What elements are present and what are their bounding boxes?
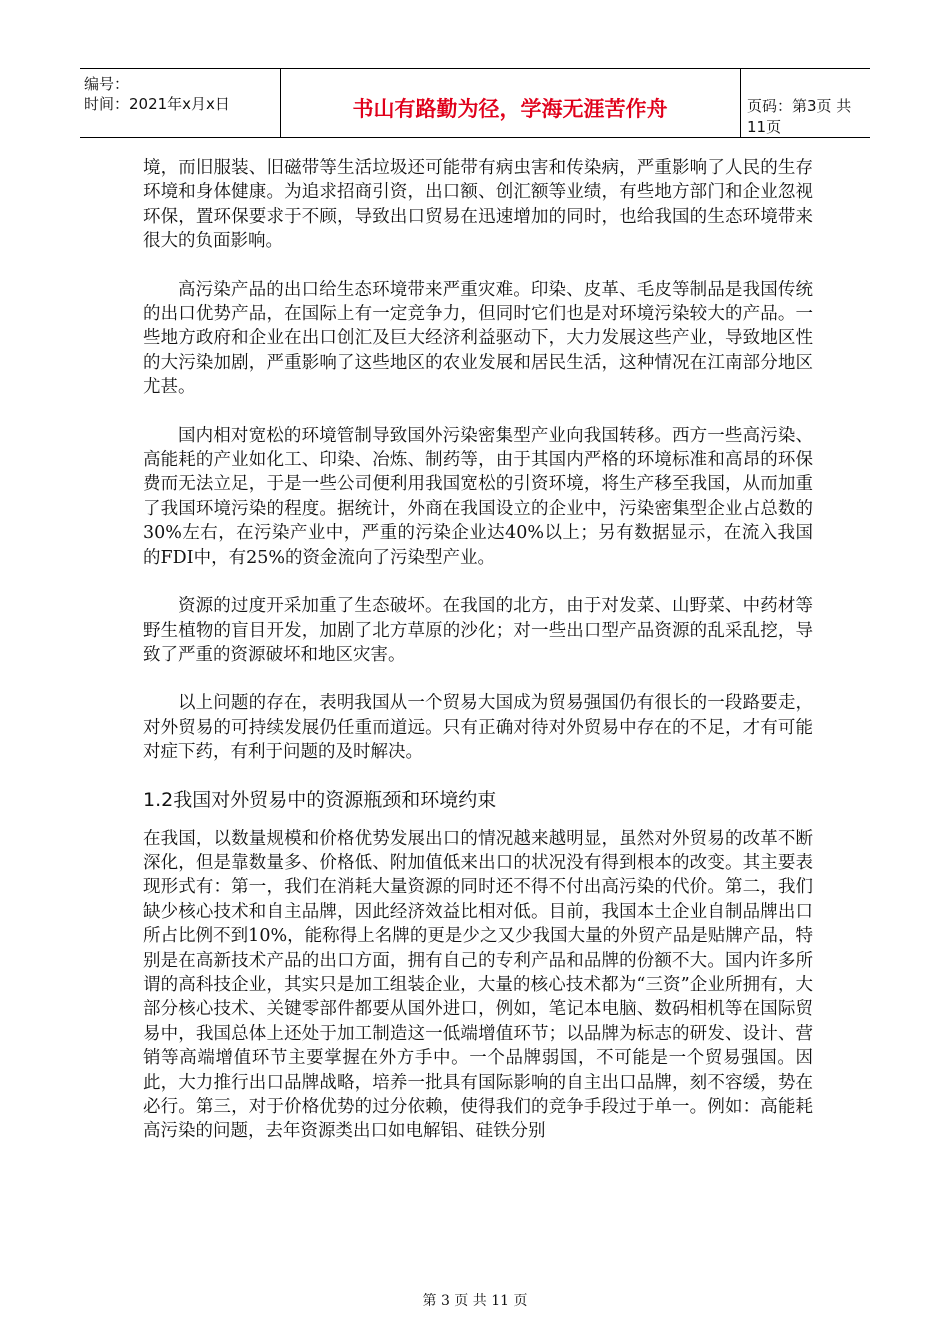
header-meta-cell (80, 69, 281, 137)
paragraph: 境，而旧服装、旧磁带等生活垃圾还可能带有病虫害和传染病，严重影响了人民的生存环境和身体健康。为追求招商引资，出口额、创汇额等业绩，有些地方部门和企业忽视环保，置环保要求于不顾，导致出口贸易在迅速增加的同时，也给我国的生态环境带来很大的负面影响。 (143, 158, 813, 252)
number-label: 编号： (84, 75, 130, 93)
paragraph: 国内相对宽松的环境管制导致国外污染密集型产业向我国转移。西方一些高污染、高能耗的产业如化工、印染、冶炼、制药等，由于其国内严格的环境标准和高昂的环保费而无法立足，于是一些公司便利用我国宽松的引资环境，将生产移至我国，从而加重了我国环境污染的程度。据统计，外商在我国设立的企业中，污染密集型企业占总数的30%左右，在污染产业中，严重的污染企业达40%以上；另有数据显示，在流入我国的FDI中，有25%的资金流向了污染型产业。 (143, 425, 813, 568)
time-label: 时间：2021年x月x日 (84, 95, 230, 113)
section-heading: 1.2我国对外贸易中的资源瓶颈和环境约束 (143, 788, 497, 811)
paragraph: 以上问题的存在，表明我国从一个贸易大国成为贸易强国仍有很长的一段路要走，对外贸易的可持续发展仍任重而道远。只有正确对待对外贸易中存在的不足，才有可能对症下药，有利于问题的及时解决。 (143, 693, 813, 763)
header-page-cell (741, 69, 870, 137)
section-paragraph: 在我国，以数量规模和价格优势发展出口的情况越来越明显，虽然对外贸易的改革不断深化，但是靠数量多、价格低、附加值低来出口的状况没有得到根本的改变。其主要表现形式有：第一，我们在消耗大量资源的同时还不得不付出高污染的代价。第二，我们缺少核心技术和自主品牌，因此经济效益比相对低。目前，我国本土企业自制品牌出口所占比例不到10%，能称得上名牌的更是少之又少我国大量的外贸产品是贴牌产品，特别是在高新技术产品的出口方面，拥有自己的专利产品和品牌的份额不大。国内许多所谓的高科技企业，其实只是加工组装企业，大量的核心技术都为“三资”企业所拥有，大部分核心技术、关键零部件都要从国外进口，例如，笔记本电脑、数码相机等在国际贸易中，我国总体上还处于加工制造这一低端增值环节；以品牌为标志的研发、设计、营销等高端增值环节主要掌握在外方手中。一个品牌弱国，不可能是一个贸易强国。因此，大力推行出口品牌战略，培养一批具有国际影响的自主出口品牌，刻不容缓，势在必行。第三，对于价格优势的过分依赖，使得我们的竞争手段过于单一。例如：高能耗高污染的问题，去年资源类出口如电解铝、硅铁分别 (143, 828, 813, 1142)
page-header (80, 68, 870, 138)
page-label: 页码：第3页 共11页 (747, 97, 852, 136)
paragraph: 高污染产品的出口给生态环境带来严重灾难。印染、皮革、毛皮等制品是我国传统的出口优势产品，在国际上有一定竞争力，但同时它们也是对环境污染较大的产品。一些地方政府和企业在出口创汇及巨大经济利益驱动下，大力发展这些产业，导致地区性的大污染加剧，严重影响了这些地区的农业发展和居民生活，这种情况在江南部分地区尤甚。 (143, 279, 813, 398)
header-motto-cell (280, 69, 741, 137)
page-footer: 第 3 页 共 11 页 (422, 1293, 528, 1309)
motto: 书山有路勤为径，学海无涯苦作舟 (352, 97, 668, 121)
document-body (143, 156, 813, 1144)
paragraph: 资源的过度开采加重了生态破坏。在我国的北方，由于对发菜、山野菜、中药材等野生植物的盲目开发，加剧了北方草原的沙化；对一些出口型产品资源的乱采乱挖，导致了严重的资源破坏和地区灾害。 (143, 596, 813, 665)
